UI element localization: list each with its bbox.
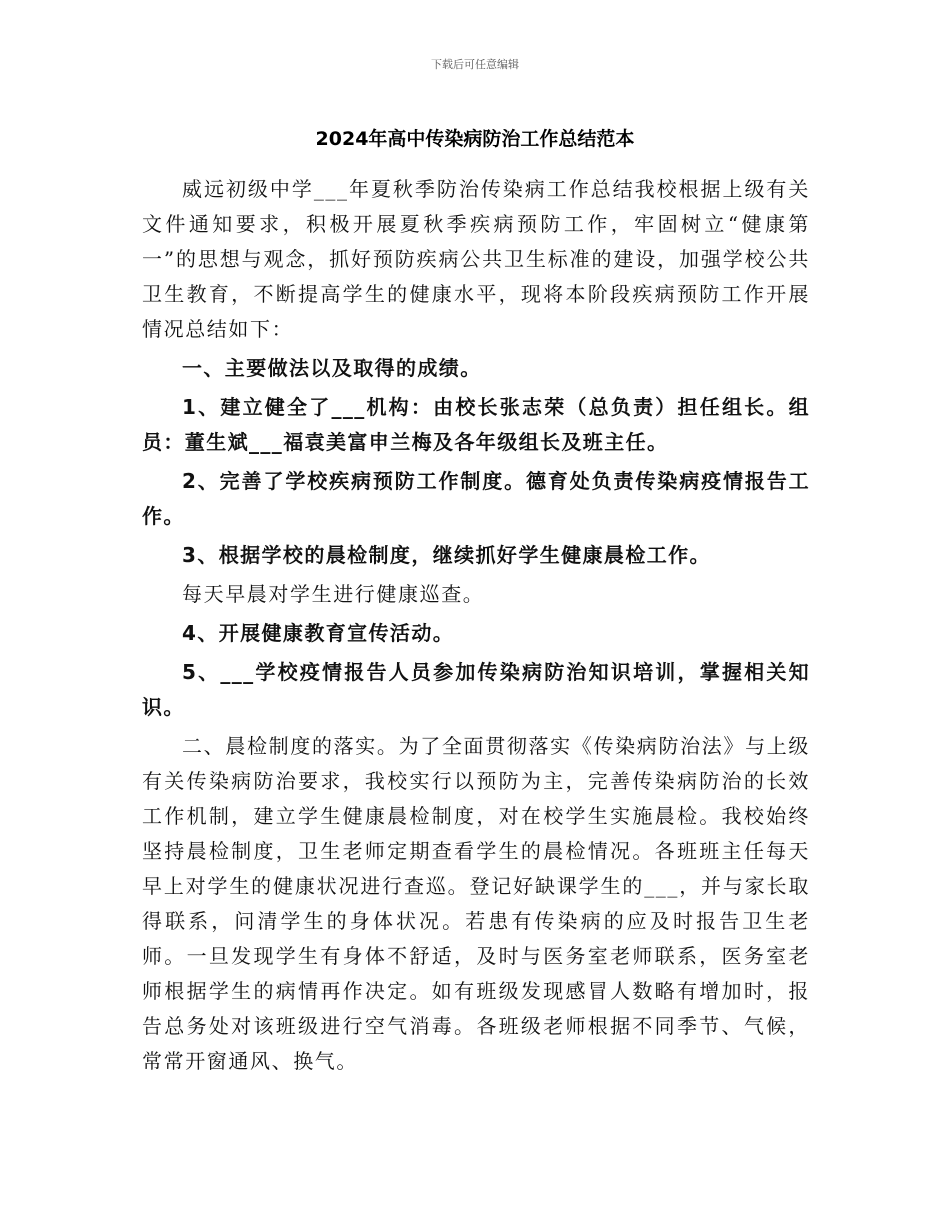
document-title: 2024年高中传染病防治工作总结范本 xyxy=(315,128,635,150)
list-item-5: 5、___学校疫情报告人员参加传染病防治知识培训，掌握相关知识。 xyxy=(142,660,810,719)
list-item-2: 2、完善了学校疾病预防工作制度。德育处负责传染病疫情报告工作。 xyxy=(142,469,810,528)
list-item-4: 4、开展健康教育宣传活动。 xyxy=(182,621,455,645)
section-2-paragraph: 二、晨检制度的落实。为了全面贯彻落实《传染病防治法》与上级有关传染病防治要求，我校实行以预防为主，完善传染病防治的长效工作机制，建立学生健康晨检制度，对在校学生实施晨检。我校始终坚持晨检制度，卫生老师定期查看学生的晨检情况。各班班主任每天早上对学生的健康状况进行查巡。登记好缺课学生的___，并与家长取得联系，问清学生的身体状况。若患有传染病的应及时报告卫生老师。一旦发现学生有身体不舒适，及时与医务室老师联系，医务室老师根据学生的病情再作决定。如有班级发现感冒人数略有增加时，报告总务处对该班级进行空气消毒。各班级老师根据不同季节、气候，常常开窗通风、换气。 xyxy=(142,734,810,1073)
list-item-1: 1、建立健全了___机构：由校长张志荣（总负责）担任组长。组员：董生斌___福袁美富申兰梅及各年级组长及班主任。 xyxy=(142,395,810,454)
intro-paragraph: 威远初级中学___年夏秋季防治传染病工作总结我校根据上级有关文件通知要求，积极开展夏秋季疾病预防工作，牢固树立“健康第一”的思想与观念，抓好预防疾病公共卫生标准的建设，加强学校公共卫生教育，不断提高学生的健康水平，现将本阶段疾病预防工作开展情况总结如下： xyxy=(142,177,810,341)
document-body xyxy=(142,172,810,1079)
section-heading-1: 一、主要做法以及取得的成绩。 xyxy=(182,356,482,380)
page-header-note: 下载后可任意编辑 xyxy=(431,58,519,71)
list-item-3: 3、根据学校的晨检制度，继续抓好学生健康晨检工作。 xyxy=(182,543,711,567)
list-item-3-detail: 每天早晨对学生进行健康巡查。 xyxy=(182,582,485,606)
